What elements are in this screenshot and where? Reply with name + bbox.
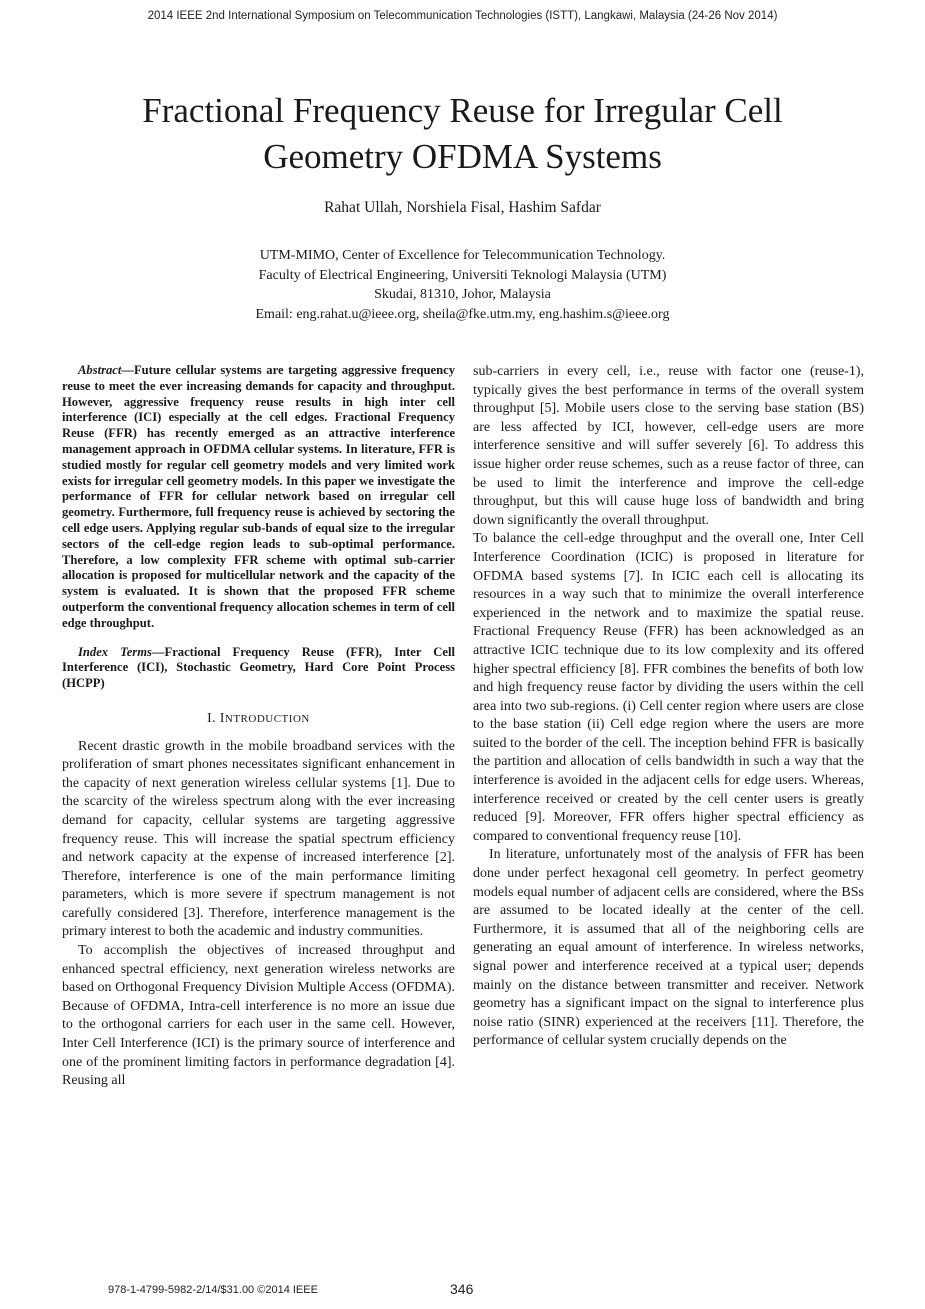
index-terms-text: —Fractional Frequency Reuse (FFR), Inter Cell Interference (ICI), Stochastic Geometry, Hard Core Point Process (HCPP) [62, 644, 455, 691]
author-list: Rahat Ullah, Norshiela Fisal, Hashim Safdar [324, 199, 601, 216]
abstract-lead: Abstract [78, 363, 122, 377]
running-head: 2014 IEEE 2nd International Symposium on Telecommunication Technologies (ISTT), Langkawi, Malaysia (24-26 Nov 2014) [147, 10, 778, 22]
affiliation-line: Faculty of Electrical Engineering, Universiti Teknologi Malaysia (UTM) [258, 267, 667, 283]
abstract [62, 363, 455, 632]
email-line: Email: eng.rahat.u@ieee.org, sheila@fke.utm.my, eng.hashim.s@ieee.org [255, 306, 670, 322]
right-column [473, 363, 864, 1051]
abstract-text: —Future cellular systems are targeting aggressive frequency reuse to meet the ever increasing demands for capacity and throughput. However, aggressive frequency reuse results in high inter cell interference (ICI) especially at the cell edges. Fractional Frequency Reuse (FFR) has recently emerged as an attractive interference management approach in OFDMA cellular systems. In literature, FFR is studied mostly for regular cell geometry models and very limited work exists for irregular cell geometry models. In this paper we investigate the performance of FFR for cellular network based on irregular cell geometry. Furthermore, full frequency reuse is achieved by sectoring the cell edge users. Applying regular sub-bands of equal size to the irregular sectors of the cell-edge region leads to sub-optimal performance. Therefore, a low complexity FFR scheme with optimal sub-carrier allocation is proposed for multicellular network and the capacity of the system is evaluated. It is shown that the proposed FFR scheme outperform the conventional frequency allocation schemes in term of cell edge throughput. [62, 363, 455, 630]
index-terms [62, 645, 455, 692]
affiliation-line: Skudai, 81310, Johor, Malaysia [374, 287, 551, 302]
body-paragraph: Recent drastic growth in the mobile broadband services with the proliferation of smart phones necessitates significant enhancement in the capacity of next generation wireless cellular systems [1]. Due to the scarcity of the wireless spectrum along with the ever increasing demand for capacity, cellular systems are targeting aggressive frequency reuse. This will increase the spatial spectrum efficiency and network capacity at the expense of increased interference [2]. Therefore, interference is one of the main performance limiting parameters, which is more severe if spectrum management is not carefully considered [3]. Therefore, interference management is the primary interest to both the academic and industry communities. [62, 738, 455, 940]
copyright-footer: 978-1-4799-5982-2/14/$31.00 ©2014 IEEE [108, 1284, 318, 1296]
paper-title [60, 88, 865, 180]
body-paragraph: In literature, unfortunately most of the analysis of FFR has been done under perfect hexagonal cell geometry. In perfect geometry models equal number of adjacent cells are considered, where the BSs are assumed to be located ideally at the center of the cell. Furthermore, it is assumed that all of the neighboring cells are generating an equal amount of interference. In wireless networks, signal power and interference received at a typical user; depends mainly on the distance between transmitter and receiver. Network geometry has a significant impact on the signal to interference plus noise ratio (SINR) experienced at the receivers [11]. Therefore, the performance of cellular system crucially depends on the [473, 847, 864, 1049]
affiliation-line: UTM-MIMO, Center of Excellence for Telecommunication Technology. [259, 248, 666, 263]
body-paragraph: To accomplish the objectives of increased throughput and enhanced spectral efficiency, next generation wireless networks are based on Orthogonal Frequency Division Multiple Access (OFDMA). Because of OFDMA, Intra-cell interference is no more an issue due to the orthogonal carriers for each user in the same cell. However, Inter Cell Interference (ICI) is the primary source of interference and one of the prominent limiting factors in performance degradation [4]. Reusing all [62, 943, 455, 1089]
index-terms-lead: Index Terms [78, 644, 152, 659]
body-paragraph: sub-carriers in every cell, i.e., reuse with factor one (reuse-1), typically gives the best performance in terms of the overall system throughput [5]. Mobile users close to the serving base station (BS) are less affected by ICI, however, cell-edge users are more interference sensitive and will suffer severely [6]. To address this issue higher order reuse schemes, such as a reuse factor of three, can be used to limit the interference and improve the cell-edge throughput, but this will cause huge loss of bandwidth and bring down significantly the overall throughput. [473, 364, 864, 528]
left-column [62, 363, 455, 1091]
page-number: 346 [450, 1281, 474, 1297]
section-heading-introduction: I. INTRODUCTION [207, 709, 310, 725]
body-paragraph: To balance the cell-edge throughput and the overall one, Inter Cell Interference Coordination (ICIC) is proposed in literature for OFDMA based systems [7]. In ICIC each cell is allocating its resources in a way such that to minimize the overall interference experienced in the network and to maximize the spatial reuse. Fractional Frequency Reuse (FFR) has been acknowledged as an attractive ICIC technique due to its low complexity and its offered higher spectral efficiency [8]. FFR combines the benefits of both low and high frequency reuse factor by dividing the users within the cell area into two sub-regions. (i) Cell center region where users are close to the base station (ii) Cell edge region where the users are more suited to the border of the cell. The inception behind FFR is basically the partition and allocation of cells bandwidth in such a way that the interference is avoided in the adjacent cells for edge users. Whereas, interference received or created by the cell center users is greatly reduced [9]. Moreover, FFR offers higher spectral efficiency as compared to conventional frequency reuse [10]. [473, 531, 864, 844]
title-line-2: Geometry OFDMA Systems [263, 137, 662, 176]
title-line-1: Fractional Frequency Reuse for Irregular Cell [142, 91, 783, 130]
affiliation-block [0, 246, 925, 324]
